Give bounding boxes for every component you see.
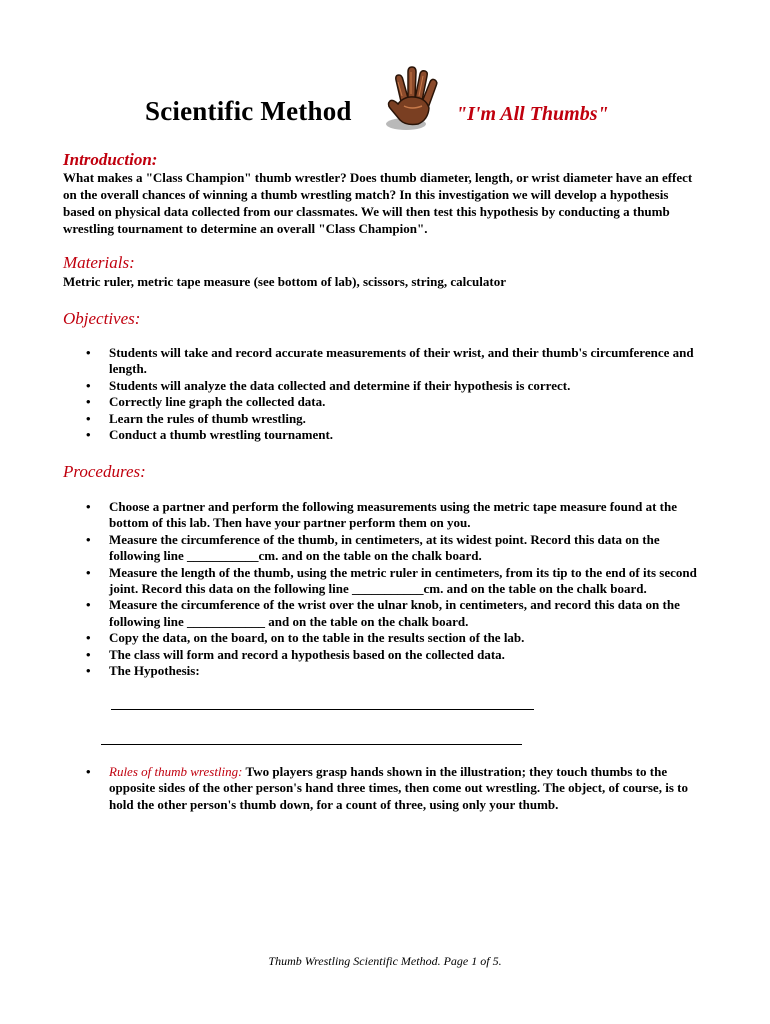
objectives-heading: Objectives: — [63, 309, 141, 328]
page-subtitle: "I'm All Thumbs" — [456, 103, 609, 125]
list-item: • Learn the rules of thumb wrestling. — [0, 411, 697, 427]
rules-label: Rules of thumb wrestling: — [109, 764, 243, 779]
hypothesis-line-1 — [111, 709, 534, 710]
list-item: • Students will analyze the data collected and determine if their hypothesis is correct. — [0, 378, 697, 394]
rules-text: Two players grasp hands shown in the illustration; they touch thumbs to the opposite sides of the other person's hand three times, then come out wrestling. The object, of course, is to hold the other person's thumb down, for a count of three, using only your thumb. — [109, 764, 688, 812]
list-item: • Correctly line graph the collected data. — [0, 394, 697, 410]
procedures-heading: Procedures: — [63, 462, 146, 481]
hypothesis-line-2 — [101, 744, 522, 745]
introduction-heading: Introduction: — [63, 150, 158, 169]
hand-icon — [384, 66, 444, 132]
list-item — [0, 764, 697, 813]
list-item: • Copy the data, on the board, on to the table in the results section of the lab. — [0, 630, 697, 646]
objectives-list — [0, 345, 697, 443]
list-item: • Measure the length of the thumb, using the metric ruler in centimeters, from its tip to the end of its second joint. Record this data on the following line ___________cm. and on the table on the chalk board. — [0, 565, 697, 598]
list-item: • Conduct a thumb wrestling tournament. — [0, 427, 697, 443]
page-title: Scientific Method — [145, 96, 352, 126]
list-item: • Measure the circumference of the thumb, in centimeters, at its widest point. Record this data on the following line ___________cm. and on the table on the chalk board. — [0, 532, 697, 565]
list-item: • Measure the circumference of the wrist over the ulnar knob, in centimeters, and record this data on the following line ____________ and on the table on the chalk board. — [0, 597, 697, 630]
materials-heading: Materials: — [63, 253, 135, 272]
page-footer: Thumb Wrestling Scientific Method. Page 1 of 5. — [268, 954, 502, 968]
list-item: • Students will take and record accurate measurements of their wrist, and their thumb's circumference and length. — [0, 345, 697, 378]
list-item: • The class will form and record a hypothesis based on the collected data. — [0, 647, 697, 663]
list-item: • Choose a partner and perform the following measurements using the metric tape measure found at the bottom of this lab. Then have your partner perform them on you. — [0, 499, 697, 532]
materials-text: Metric ruler, metric tape measure (see bottom of lab), scissors, string, calculator — [63, 274, 506, 289]
rules-list — [0, 764, 697, 813]
procedures-list — [0, 499, 697, 679]
list-item: • The Hypothesis: — [0, 663, 697, 679]
introduction-text: What makes a "Class Champion" thumb wrestler? Does thumb diameter, length, or wrist diameter have an effect on the overall chances of winning a thumb wrestling match? In this investigation we will develop a hypothesis based on physical data collected from our classmates. We will then test this hypothesis by conducting a thumb wrestling tournament to determine an overall "Class Champion". — [63, 170, 693, 236]
